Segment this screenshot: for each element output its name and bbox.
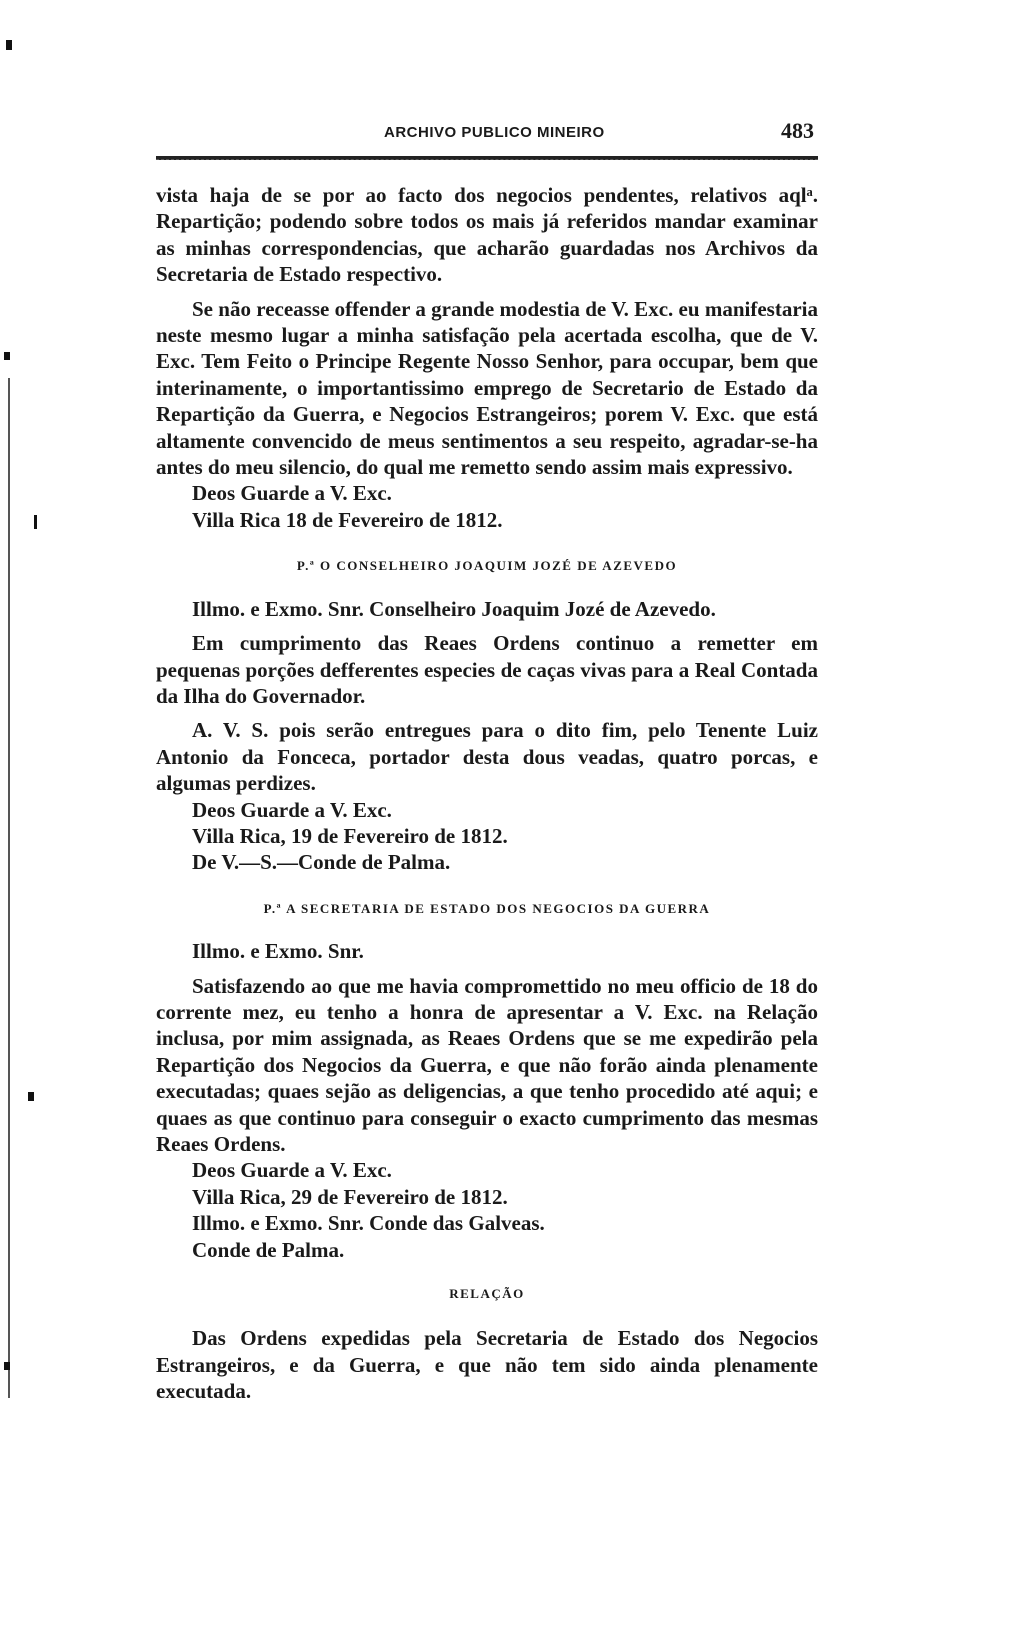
binding-edge-line: [8, 378, 10, 1398]
paragraph: Satisfazendo ao que me havia compromettido no meu officio de 18 do corrente mez, eu tenho a honra de apresentar a V. Exc. na Relação inclusa, por mim assignada, as Reaes Ordens que se me expedirão pela Repartição dos Negocios da Guerra, e que não forão ainda plenamente executadas; quaes sejão as deligencias, a que tenho procedido até aqui; e quaes as que continuo para conseguir o exacto cumprimento das mesmas Reaes Ordens.: [156, 973, 818, 1156]
paragraph: vista haja de se por ao facto dos negocios pendentes, relativos aqlᵃ. Repartição; podendo sobre todos os mais já referidos mandar examinar as minhas correspondencias, que acharão guardadas nos Archivos da Secretaria de Estado respectivo.: [156, 183, 818, 287]
closing-line: Deos Guarde a V. Exc.: [192, 797, 392, 822]
paragraph: Em cumprimento das Reaes Ordens continuo a remetter em pequenas porções defferentes especies de caças vivas para a Real Contada da Ilha do Governador.: [156, 631, 818, 708]
signature-line: De V.—S.—Conde de Palma.: [192, 850, 451, 875]
edge-mark: [4, 1362, 10, 1370]
salutation-line: Illmo. e Exmo. Snr.: [192, 939, 364, 964]
edge-mark: [6, 40, 12, 50]
edge-mark: [4, 352, 10, 360]
paragraph: A. V. S. pois serão entregues para o dito fim, pelo Tenente Luiz Antonio da Fonceca, portador desta dous veadas, quatro porcas, e algumas perdizes.: [156, 718, 818, 796]
paragraph: Das Ordens expedidas pela Secretaria de Estado dos Negocios Estrangeiros, e da Guerra, e que não tem sido ainda plenamente executada.: [156, 1326, 818, 1404]
signature-line: Conde de Palma.: [192, 1237, 345, 1262]
date-line: Villa Rica, 29 de Fevereiro de 1812.: [192, 1184, 508, 1209]
paragraph: Se não receasse offender a grande modestia de V. Exc. eu manifestaria neste mesmo lugar a minha satisfação pela acertada escolha, que de V. Exc. Tem Feito o Principe Regente Nosso Senhor, para occupar, bem que interinamente, o importantissimo emprego de Secretario de Estado da Repartição da Guerra, e Negocios Estrangeiros; porem V. Exc. que está altamente convencido de meus sentimentos a seu respeito, agradar-se-ha antes do meu silencio, do qual me remetto sendo assim mais expressivo.: [156, 296, 818, 480]
closing-line: Deos Guarde a V. Exc.: [192, 481, 392, 506]
section-heading: RELAÇÃO: [449, 1286, 525, 1302]
page-number: 483: [781, 118, 814, 143]
salutation-line: Illmo. e Exmo. Snr. Conselheiro Joaquim Jozé de Azevedo.: [192, 596, 716, 621]
addressee-line: Illmo. e Exmo. Snr. Conde das Galveas.: [192, 1211, 545, 1236]
header-rule: [156, 156, 818, 160]
letter-heading: P.ª A SECRETARIA DE ESTADO DOS NEGOCIOS DA GUERRA: [263, 900, 711, 916]
closing-line: Deos Guarde a V. Exc.: [192, 1158, 392, 1183]
date-line: Villa Rica, 19 de Fevereiro de 1812.: [192, 823, 508, 848]
letter-heading: P.ª O CONSELHEIRO JOAQUIM JOZÉ DE AZEVEDO: [296, 558, 678, 574]
edge-mark: [34, 515, 37, 529]
running-head: ARCHIVO PUBLICO MINEIRO: [384, 124, 605, 141]
date-line: Villa Rica 18 de Fevereiro de 1812.: [192, 507, 503, 532]
page-header: [156, 118, 816, 148]
edge-mark: [28, 1092, 34, 1101]
page-body: [156, 182, 818, 1405]
